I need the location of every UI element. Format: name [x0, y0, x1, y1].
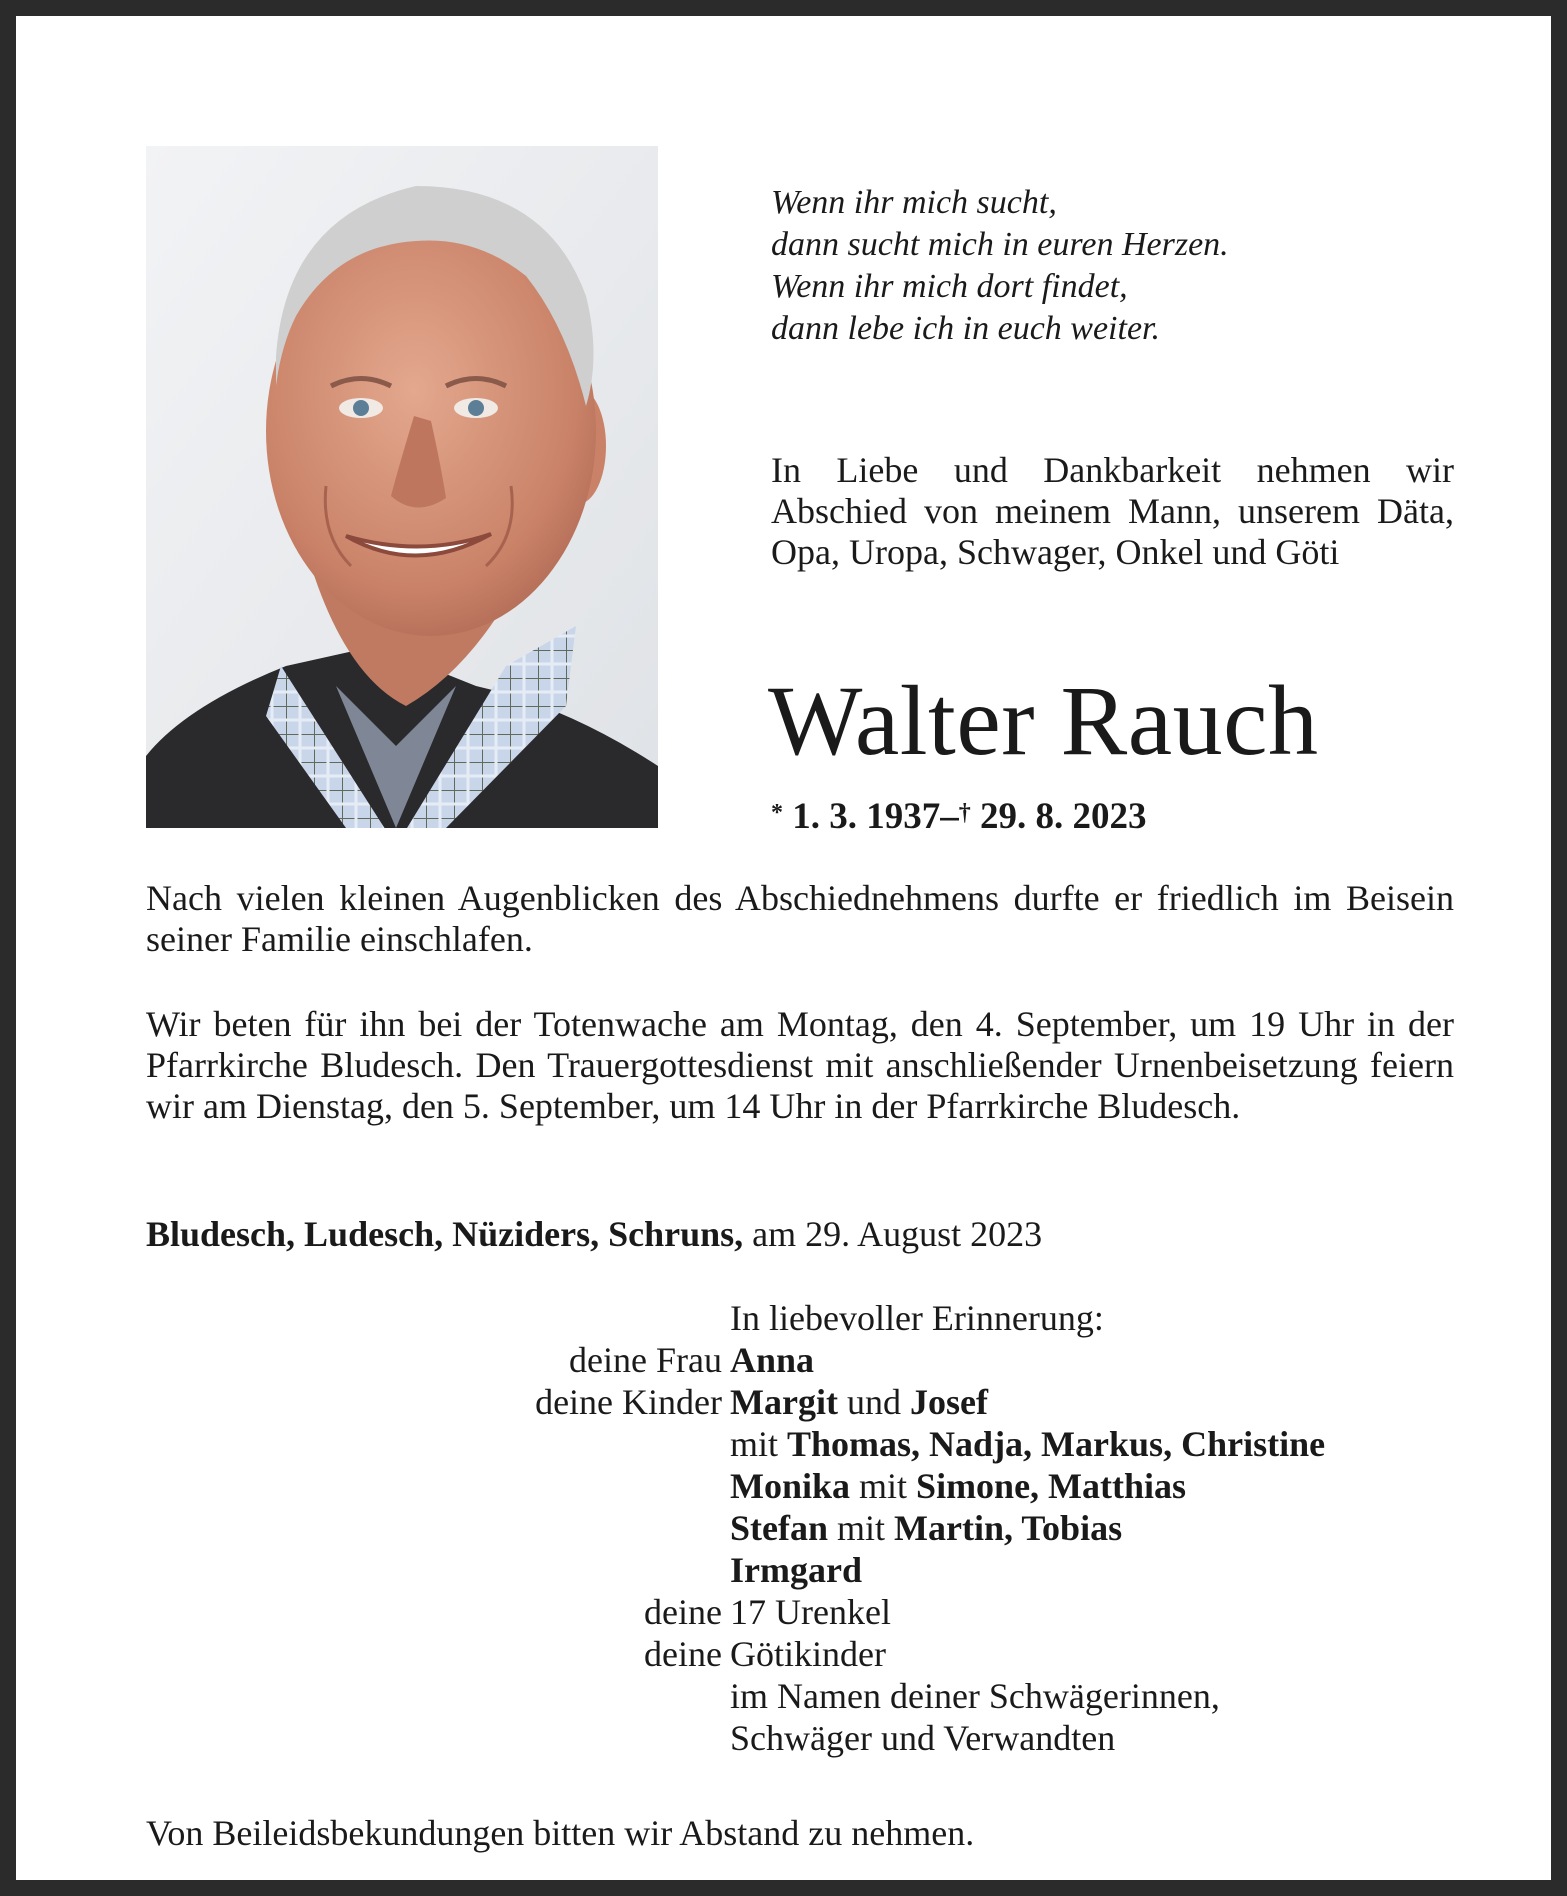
place-date: [146, 1213, 1042, 1255]
conjunction: und: [846, 1382, 901, 1422]
signature-heading: In liebevoller Erinnerung:: [730, 1298, 1104, 1338]
child-name: Irmgard: [730, 1550, 862, 1590]
place-date-text: am 29. August 2023: [752, 1214, 1043, 1254]
poem-line: dann sucht mich in euren Herzen.: [771, 226, 1229, 263]
child-name: Margit: [730, 1382, 838, 1422]
signature-irmgard-row: [16, 1549, 1567, 1591]
poem-line: Wenn ihr mich sucht,: [771, 184, 1057, 221]
signature-greatgrandkids-row: [16, 1591, 1567, 1633]
signature-heading-row: [16, 1297, 1567, 1339]
place-towns: Bludesch, Ludesch, Nüziders, Schruns,: [146, 1214, 744, 1254]
death-date: 29. 8. 2023: [980, 796, 1147, 837]
mit-word: mit: [837, 1508, 886, 1548]
signature-godkids-row: [16, 1633, 1567, 1675]
signature-wife-row: [16, 1339, 1567, 1381]
wife-name: Anna: [730, 1340, 815, 1380]
poem-line: Wenn ihr mich dort findet,: [771, 268, 1128, 305]
signature-relatives-row: [16, 1717, 1567, 1759]
grandchildren-names: Thomas, Nadja, Markus, Christine: [787, 1424, 1326, 1464]
mit-word: mit: [730, 1424, 779, 1464]
paragraph-passing: Nach vielen kleinen Augenblicken des Abschiednehmens durfte er friedlich im Beisein seiner Familie einschlafen.: [146, 878, 1454, 959]
child-name: Monika: [730, 1466, 851, 1506]
relatives-line: Schwäger und Verwandten: [730, 1718, 1116, 1758]
grandchildren-names: Simone, Matthias: [916, 1466, 1187, 1506]
life-dates: [771, 794, 1147, 840]
godkids-label: deine: [644, 1634, 722, 1674]
portrait-illustration: [146, 146, 658, 828]
mit-word: mit: [859, 1466, 908, 1506]
birth-date: 1. 3. 1937: [792, 796, 941, 837]
death-cross-icon: †: [958, 800, 971, 826]
poem: [771, 182, 1229, 350]
footer-note: Von Beileidsbekundungen bitten wir Abstand zu nehmen.: [146, 1813, 975, 1853]
signature-monika-row: [16, 1465, 1567, 1507]
godkids-text: Götikinder: [730, 1634, 886, 1674]
signature-relatives-row: [16, 1675, 1567, 1717]
child-name: Stefan: [730, 1508, 828, 1548]
portrait-photo: [146, 146, 658, 828]
deceased-name: Walter Rauch: [768, 665, 1319, 776]
signature-block: [16, 1297, 1567, 1759]
poem-line: dann lebe ich in euch weiter.: [771, 310, 1161, 347]
relatives-line: im Namen deiner Schwägerinnen,: [730, 1676, 1220, 1716]
greatgrandkids-text: 17 Urenkel: [730, 1592, 891, 1632]
signature-stefan-row: [16, 1507, 1567, 1549]
birth-star-icon: *: [771, 800, 783, 826]
grandchildren-names: Martin, Tobias: [894, 1508, 1123, 1548]
greatgrandkids-label: deine: [644, 1592, 722, 1632]
intro-text: In Liebe und Dankbarkeit nehmen wir Abschied von meinem Mann, unserem Däta, Opa, Uropa, Schwager, Onkel und Göti: [771, 450, 1454, 572]
child-name: Josef: [909, 1382, 988, 1422]
paragraph-services: Wir beten für ihn bei der Totenwache am Montag, den 4. September, um 19 Uhr in der Pfarrkirche Bludesch. Den Trauergottesdienst mit anschließender Urnenbeisetzung feiern wir am Dienstag, den 5. September, um 14 Uhr in der Pfarrkirche Bludesch.: [146, 1004, 1454, 1126]
wife-label: deine Frau: [569, 1340, 722, 1380]
signature-children-row: [16, 1381, 1567, 1423]
children-label: deine Kinder: [535, 1382, 722, 1422]
date-dash: –: [940, 796, 959, 837]
signature-grandkids-row: [16, 1423, 1567, 1465]
